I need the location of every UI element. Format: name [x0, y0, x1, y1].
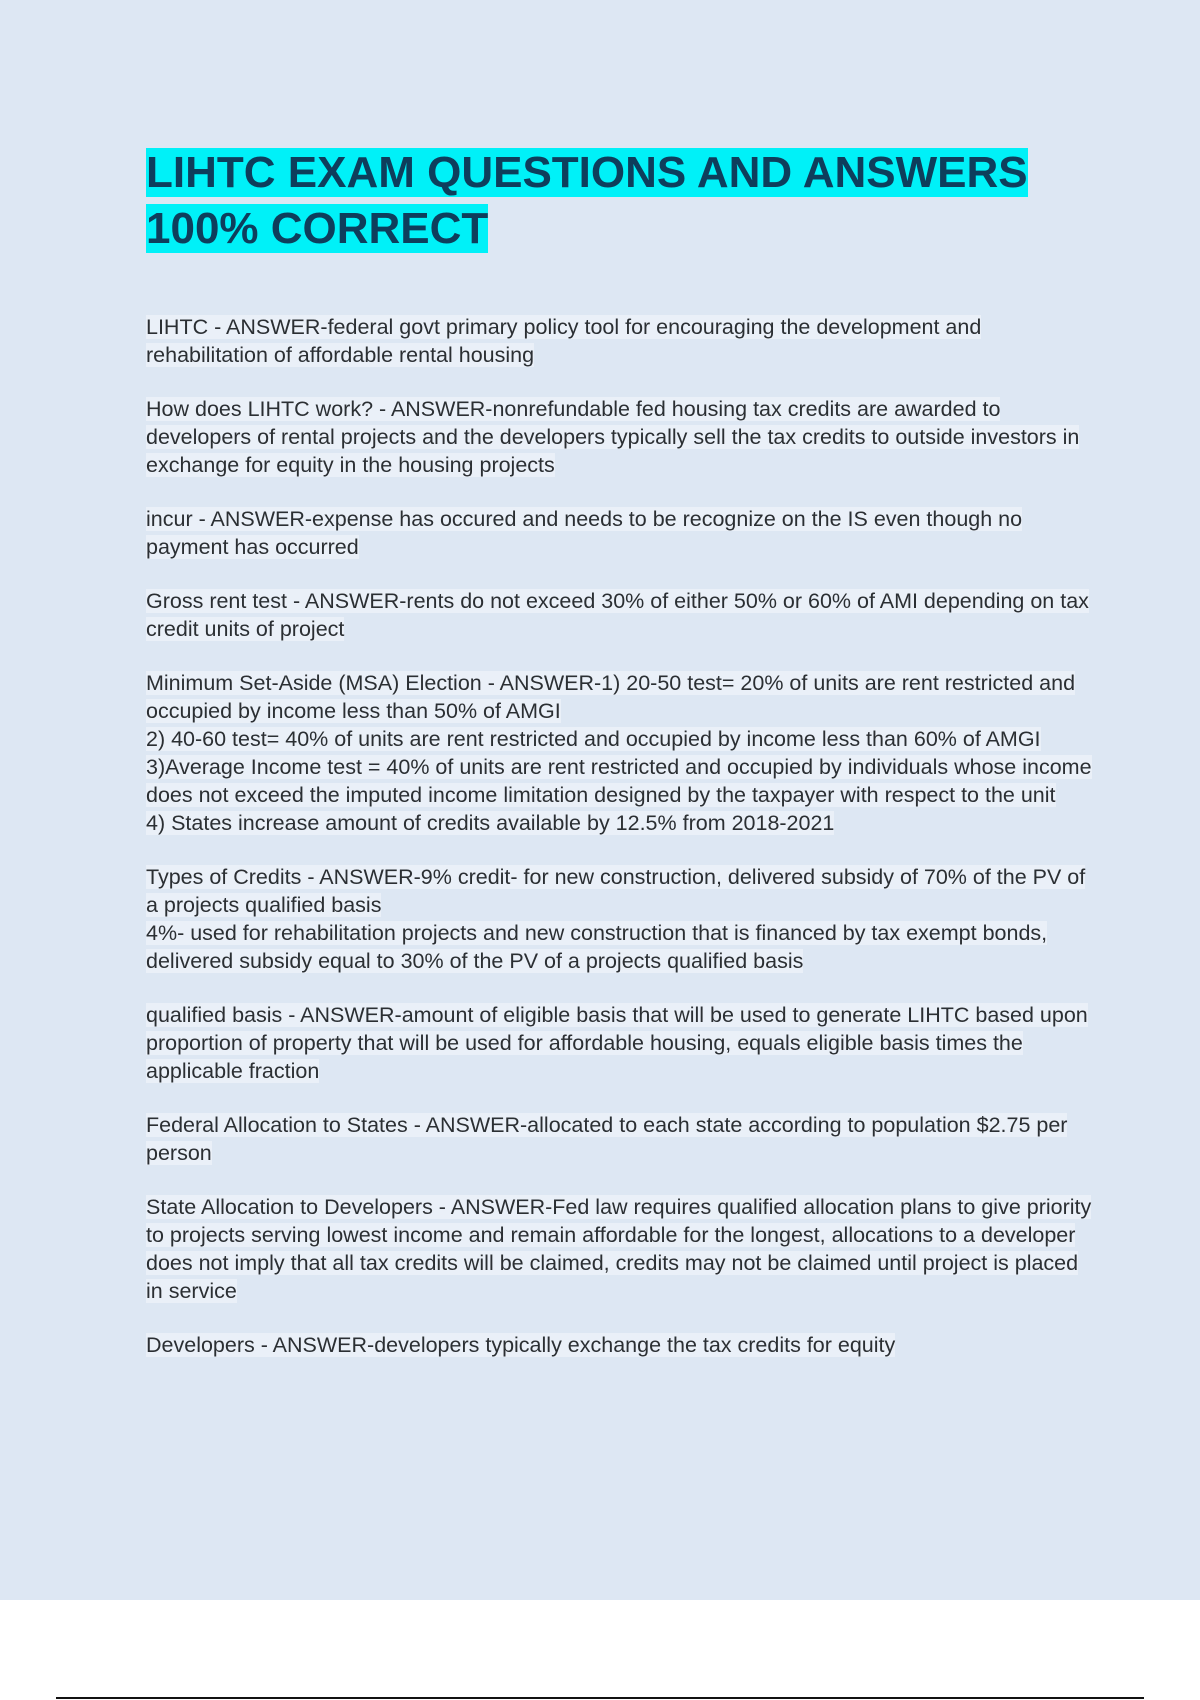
qa-line-text: 3)Average Income test = 40% of units are rent restricted and occupied by individuals whose income does not exceed the imputed income limitation designed by the taxpayer with respect to the unit — [146, 755, 1092, 807]
qa-item — [146, 395, 1096, 479]
qa-line-text: qualified basis - ANSWER-amount of eligible basis that will be used to generate LIHTC based upon proportion of property that will be used for affordable housing, equals eligible basis times the applicable fraction — [146, 1003, 1088, 1083]
qa-line-text: Gross rent test - ANSWER-rents do not exceed 30% of either 50% or 60% of AMI depending on tax credit units of project — [146, 589, 1089, 641]
qa-line — [146, 1001, 1096, 1085]
qa-item — [146, 505, 1096, 561]
qa-line — [146, 1111, 1096, 1167]
qa-line-text: 4) States increase amount of credits available by 12.5% from 2018-2021 — [146, 811, 835, 835]
qa-line-text: Minimum Set-Aside (MSA) Election - ANSWER-1) 20-50 test= 20% of units are rent restricted and occupied by income less than 50% of AMGI — [146, 671, 1076, 723]
qa-line-text: 2) 40-60 test= 40% of units are rent restricted and occupied by income less than 60% of AMGI — [146, 727, 1041, 751]
qa-line — [146, 587, 1096, 643]
qa-line-text: State Allocation to Developers - ANSWER-Fed law requires qualified allocation plans to give priority to projects serving lowest income and remain affordable for the longest, allocations to a developer does not imply that all tax credits will be claimed, credits may not be claimed until project is placed in service — [146, 1195, 1092, 1303]
qa-line-text: How does LIHTC work? - ANSWER-nonrefundable fed housing tax credits are awarded to developers of rental projects and the developers typically sell the tax credits to outside investors in exchange for equity in the housing projects — [146, 397, 1080, 477]
qa-item — [146, 1331, 1096, 1359]
qa-item — [146, 1193, 1096, 1305]
qa-line — [146, 669, 1096, 725]
qa-item — [146, 1111, 1096, 1167]
qa-line — [146, 809, 1096, 837]
qa-item — [146, 313, 1096, 369]
qa-line — [146, 1193, 1096, 1305]
qa-line — [146, 919, 1096, 975]
qa-line — [146, 753, 1096, 809]
page-divider — [56, 1697, 1144, 1699]
qa-item — [146, 587, 1096, 643]
qa-line — [146, 863, 1096, 919]
document-body — [146, 145, 1096, 1385]
qa-line-text: Developers - ANSWER-developers typically exchange the tax credits for equity — [146, 1333, 896, 1357]
qa-line — [146, 395, 1096, 479]
qa-line-text: 4%- used for rehabilitation projects and new construction that is financed by tax exempt bonds, delivered subsidy equal to 30% of the PV of a projects qualified basis — [146, 921, 1048, 973]
qa-item — [146, 669, 1096, 837]
qa-item — [146, 1001, 1096, 1085]
qa-line — [146, 725, 1096, 753]
qa-line-text: Federal Allocation to States - ANSWER-allocated to each state according to population $2.75 per person — [146, 1113, 1068, 1165]
qa-line-text: Types of Credits - ANSWER-9% credit- for new construction, delivered subsidy of 70% of the PV of a projects qualified basis — [146, 865, 1086, 917]
qa-line — [146, 505, 1096, 561]
qa-item — [146, 863, 1096, 975]
qa-line-text: LIHTC - ANSWER-federal govt primary policy tool for encouraging the development and rehabilitation of affordable rental housing — [146, 315, 982, 367]
qa-list — [146, 313, 1096, 1359]
qa-line — [146, 313, 1096, 369]
qa-line — [146, 1331, 1096, 1359]
qa-line-text: incur - ANSWER-expense has occured and needs to be recognize on the IS even though no payment has occurred — [146, 507, 1023, 559]
document-title — [146, 145, 1096, 257]
document-title-text: LIHTC EXAM QUESTIONS AND ANSWERS 100% CORRECT — [146, 148, 1028, 253]
